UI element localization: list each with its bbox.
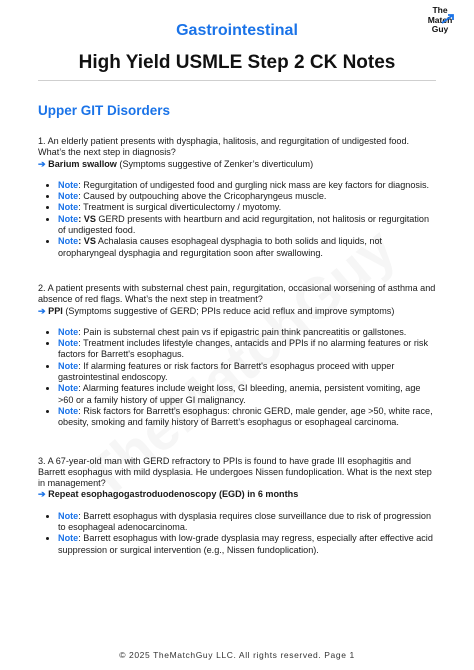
note-label: Note bbox=[58, 236, 79, 247]
question-text: 3. A 67-year-old man with GERD refractory to PPIs is found to have grade III esophagitis and Barrett esophagus with mild dysplasia. He undergoes Nissen fundoplication. What is the next step in management? bbox=[38, 455, 432, 489]
logo-line: The bbox=[432, 5, 448, 15]
spacer bbox=[38, 429, 438, 456]
note-item bbox=[58, 180, 438, 191]
note-label: Note bbox=[58, 213, 79, 224]
arrow-icon: ➔ bbox=[38, 305, 46, 316]
note-label: Note bbox=[58, 179, 79, 190]
logo-line: Match bbox=[427, 14, 453, 25]
note-label: Note bbox=[58, 202, 79, 213]
note-item bbox=[58, 406, 438, 429]
question-text: 1. An elderly patient presents with dysphagia, halitosis, and regurgitation of undigested food. What’s the next step in diagnosis? bbox=[38, 136, 410, 158]
answer-line bbox=[38, 306, 438, 317]
spacer bbox=[38, 259, 438, 283]
question-block bbox=[38, 136, 438, 259]
answer-bold: PPI bbox=[48, 305, 63, 316]
note-item bbox=[58, 361, 438, 384]
question-block bbox=[38, 456, 438, 556]
answer-line bbox=[38, 489, 438, 500]
note-text: Achalasia causes esophageal dysphagia to both solids and liquids, not oropharyngeal dysphagia and regurgitation soon after swallowing. bbox=[58, 236, 383, 258]
note-text: : Barrett esophagus with dysplasia requires close surveillance due to risk of progression to esophageal adenocarcinoma. bbox=[58, 510, 432, 533]
answer-line bbox=[38, 159, 438, 170]
note-text: : Regurgitation of undigested food and gurgling nick mass are key factors for diagnosis. bbox=[78, 179, 430, 190]
note-label: Note bbox=[58, 326, 79, 337]
note-item bbox=[58, 191, 438, 202]
note-label: Note bbox=[58, 191, 79, 202]
note-text: : Treatment includes lifestyle changes, antacids and PPIs if no alarming features or risk factors for Barrett's esophagus. bbox=[58, 338, 428, 360]
document-subtitle: Gastrointestinal bbox=[176, 22, 298, 39]
note-item bbox=[58, 511, 438, 534]
note-item bbox=[58, 383, 438, 406]
arrow-icon: ➔ bbox=[38, 158, 46, 169]
note-vs: : VS bbox=[78, 236, 96, 247]
note-item bbox=[58, 236, 438, 259]
note-label: Note bbox=[58, 383, 79, 394]
note-item bbox=[58, 338, 438, 361]
note-text: : Risk factors for Barrett’s esophagus: chronic GERD, male gender, age >50, white race, obesity, smoking and family history of Barrett’s esophagus or esophageal carcinoma. bbox=[58, 405, 433, 428]
answer-rest: (Symptoms suggestive of GERD; PPIs reduce acid reflux and improve symptoms) bbox=[62, 305, 395, 316]
answer-bold: Barium swallow bbox=[48, 158, 117, 169]
note-text: : If alarming features or risk factors for Barrett's esophagus proceed with upper gastrointestinal endoscopy. bbox=[58, 360, 395, 383]
note-list bbox=[38, 511, 438, 556]
note-text: : Pain is substernal chest pain vs if epigastric pain think pancreatitis or gallstones. bbox=[78, 326, 407, 337]
note-text: : Treatment is surgical diverticulectomy / myotomy. bbox=[78, 202, 282, 213]
note-label: Note bbox=[58, 405, 79, 416]
note-label: Note bbox=[58, 338, 79, 349]
logo-arrow-icon bbox=[440, 13, 456, 25]
note-item bbox=[58, 214, 438, 237]
section-title: Upper GIT Disorders bbox=[38, 103, 171, 118]
note-list bbox=[38, 180, 438, 259]
note-item bbox=[58, 327, 438, 338]
page-footer: © 2025 TheMatchGuy LLC. All rights reserved. Page 1 bbox=[119, 650, 355, 660]
note-label: Note bbox=[58, 510, 79, 521]
notes-content bbox=[38, 136, 438, 556]
logo-line: Guy bbox=[431, 24, 449, 34]
answer-rest: (Symptoms suggestive of Zenker’s diverticulum) bbox=[116, 158, 314, 169]
note-list bbox=[38, 327, 438, 429]
arrow-icon: ➔ bbox=[38, 489, 46, 500]
note-item bbox=[58, 202, 438, 213]
header-divider bbox=[38, 80, 436, 81]
note-text: : Barrett esophagus with low-grade dysplasia may regress, especially after effective acid suppression or surgical intervention (e.g., Nissen fundoplication). bbox=[58, 533, 433, 555]
document-title: High Yield USMLE Step 2 CK Notes bbox=[78, 52, 396, 73]
note-label: Note bbox=[58, 360, 79, 371]
question-text: 2. A patient presents with substernal chest pain, regurgitation, occasional worsening of asthma and absence of red flags. What’s the next step in treatment? bbox=[38, 282, 436, 305]
note-vs: : VS bbox=[78, 213, 96, 224]
note-item bbox=[58, 533, 438, 556]
note-text: GERD presents with heartburn and acid regurgitation, not halitosis or regurgitation of undigested food. bbox=[58, 213, 430, 236]
note-label: Note bbox=[58, 533, 79, 544]
answer-bold: Repeat esophagogastroduodenoscopy (EGD) in 6 months bbox=[48, 489, 299, 500]
note-text: : Alarming features include weight loss, GI bleeding, anemia, persistent vomiting, age >60 or a family history of upper GI malignancy. bbox=[58, 383, 421, 405]
question-block bbox=[38, 283, 438, 429]
note-text: : Caused by outpouching above the Cricopharyngeus muscle. bbox=[78, 191, 327, 202]
